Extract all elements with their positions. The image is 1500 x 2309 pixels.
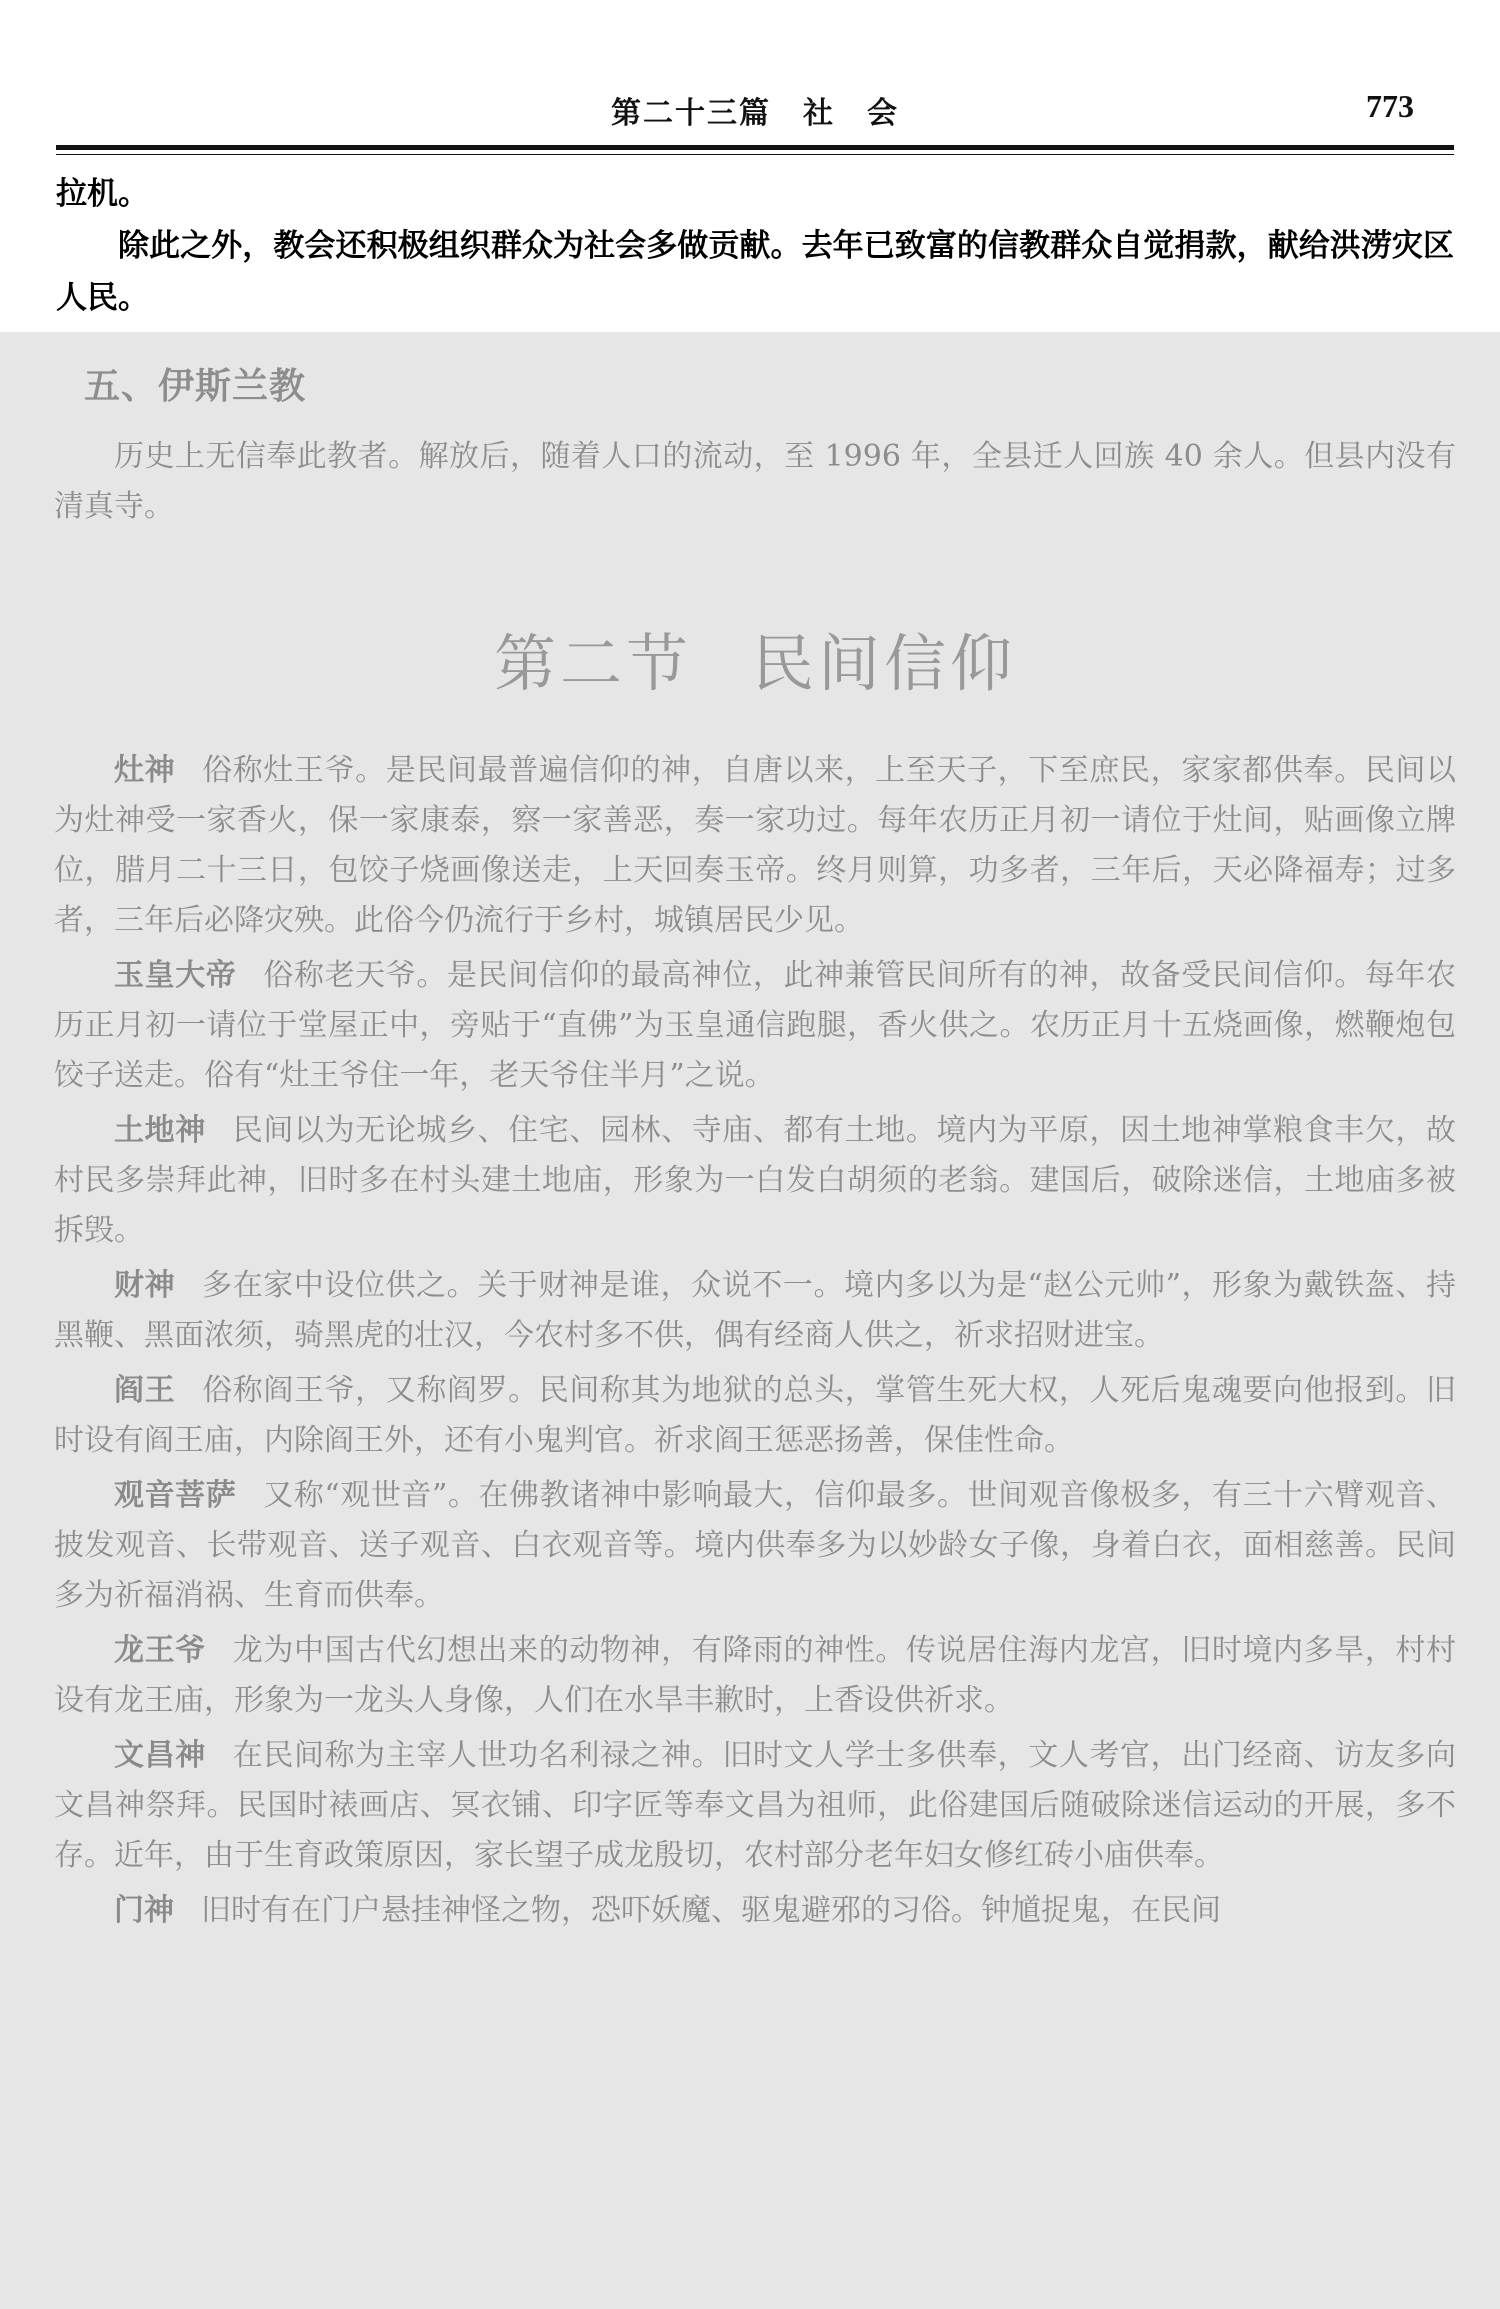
chapter-number: 第二节 <box>493 627 692 700</box>
entry-tudishen <box>54 1106 1456 1256</box>
entry-text: 龙为中国古代幻想出来的动物神，有降雨的神性。传说居住海内龙宫，旧时境内多旱，村村设有龙王庙，形象为一龙头人身像，人们在水旱丰歉时，上香设供祈求。 <box>54 1633 1457 1718</box>
continued-line: 拉机。 <box>56 176 149 212</box>
entry-term: 土地神 <box>114 1113 206 1148</box>
entry-guanyin <box>54 1471 1456 1621</box>
entry-text: 俗称老天爷。是民间信仰的最高神位，此神兼管民间所有的神，故备受民间信仰。每年农历正月初一请位于堂屋正中，旁贴于“直佛”为玉皇通信跑腿，香火供之。农历正月十五烧画像，燃鞭炮包饺子送走。俗有“灶王爷住一年，老天爷住半月”之说。 <box>54 958 1457 1093</box>
running-header <box>56 88 1454 138</box>
entry-text: 民间以为无论城乡、住宅、园林、寺庙、都有土地。境内为平原，因土地神掌粮食丰欠，故村民多崇拜此神，旧时多在村头建土地庙，形象为一白发白胡须的老翁。建国后，破除迷信，土地庙多被拆毁。 <box>54 1113 1457 1248</box>
entry-term: 龙王爷 <box>114 1633 206 1668</box>
section-heading-islam: 五、伊斯兰教 <box>84 366 307 407</box>
islam-paragraph: 历史上无信奉此教者。解放后，随着人口的流动，至 1996 年，全县迁人回族 40 余人。但县内没有清真寺。 <box>54 439 1456 524</box>
entry-text: 多在家中设位供之。关于财神是谁，众说不一。境内多以为是“赵公元帅”，形象为戴铁盔、持黑鞭、黑面浓须，骑黑虎的壮汉，今农村多不供，偶有经商人供之，祈求招财进宝。 <box>54 1268 1456 1353</box>
entry-caishen <box>54 1261 1456 1361</box>
entry-text: 俗称阎王爷，又称阎罗。民间称其为地狱的总头，掌管生死大权，人死后鬼魂要向他报到。旧时设有阎王庙，内除阎王外，还有小鬼判官。祈求阎王惩恶扬善，保佳性命。 <box>54 1373 1457 1458</box>
entry-yanwang <box>54 1366 1456 1466</box>
entry-text: 在民间称为主宰人世功名利禄之神。旧时文人学士多供奉，文人考官，出门经商、访友多向文昌神祭拜。民国时裱画店、冥衣铺、印字匠等奉文昌为祖师，此俗建国后随破除迷信运动的开展，多不存。近年，由于生育政策原因，家长望子成龙殷切，农村部分老年妇女修红砖小庙供奉。 <box>54 1738 1457 1873</box>
entry-term: 灶神 <box>114 753 176 788</box>
header-rule <box>56 145 1454 155</box>
entry-term: 门神 <box>114 1893 174 1928</box>
entry-text: 又称“观世音”。在佛教诸神中影响最大，信仰最多。世间观音像极多，有三十六臂观音、披发观音、长带观音、送子观音、白衣观音等。境内供奉多为以妙龄女子像，身着白衣，面相慈善。民间多为祈福消祸、生育而供奉。 <box>54 1478 1456 1613</box>
entry-menshen <box>54 1886 1456 1936</box>
top-text-block <box>56 168 1454 324</box>
deity-entries <box>54 746 1456 1941</box>
entry-term: 财神 <box>114 1268 176 1303</box>
running-header-title: 第二十三篇 社 会 <box>611 96 899 131</box>
entry-text: 俗称灶王爷。是民间最普遍信仰的神，自唐以来，上至天子，下至庶民，家家都供奉。民间以为灶神受一家香火，保一家康泰，察一家善恶，奏一家功过。每年农历正月初一请位于灶间，贴画像立牌位，腊月二十三日，包饺子烧画像送走，上天回奏玉帝。终月则算，功多者，三年后，天必降福寿；过多者，三年后必降灾殃。此俗今仍流行于乡村，城镇居民少见。 <box>54 753 1457 938</box>
entry-yuhuang <box>54 951 1456 1101</box>
chapter-name: 民间信仰 <box>752 627 1017 700</box>
entry-term: 玉皇大帝 <box>114 958 237 993</box>
entry-term: 文昌神 <box>114 1738 206 1773</box>
page-number: 773 <box>1366 88 1414 124</box>
faded-scan-region <box>0 332 1500 2309</box>
entry-term: 阎王 <box>114 1373 176 1408</box>
entry-term: 观音菩萨 <box>114 1478 237 1513</box>
entry-text: 旧时有在门户悬挂神怪之物，恐吓妖魔、驱鬼避邪的习俗。钟馗捉鬼，在民间 <box>201 1893 1221 1928</box>
chapter-title <box>54 614 1456 703</box>
entry-wenchang <box>54 1731 1456 1881</box>
donation-paragraph: 除此之外，教会还积极组织群众为社会多做贡献。去年已致富的信教群众自觉捐款，献给洪涝灾区人民。 <box>56 228 1454 316</box>
entry-zaoshen <box>54 746 1456 946</box>
entry-longwang <box>54 1626 1456 1726</box>
